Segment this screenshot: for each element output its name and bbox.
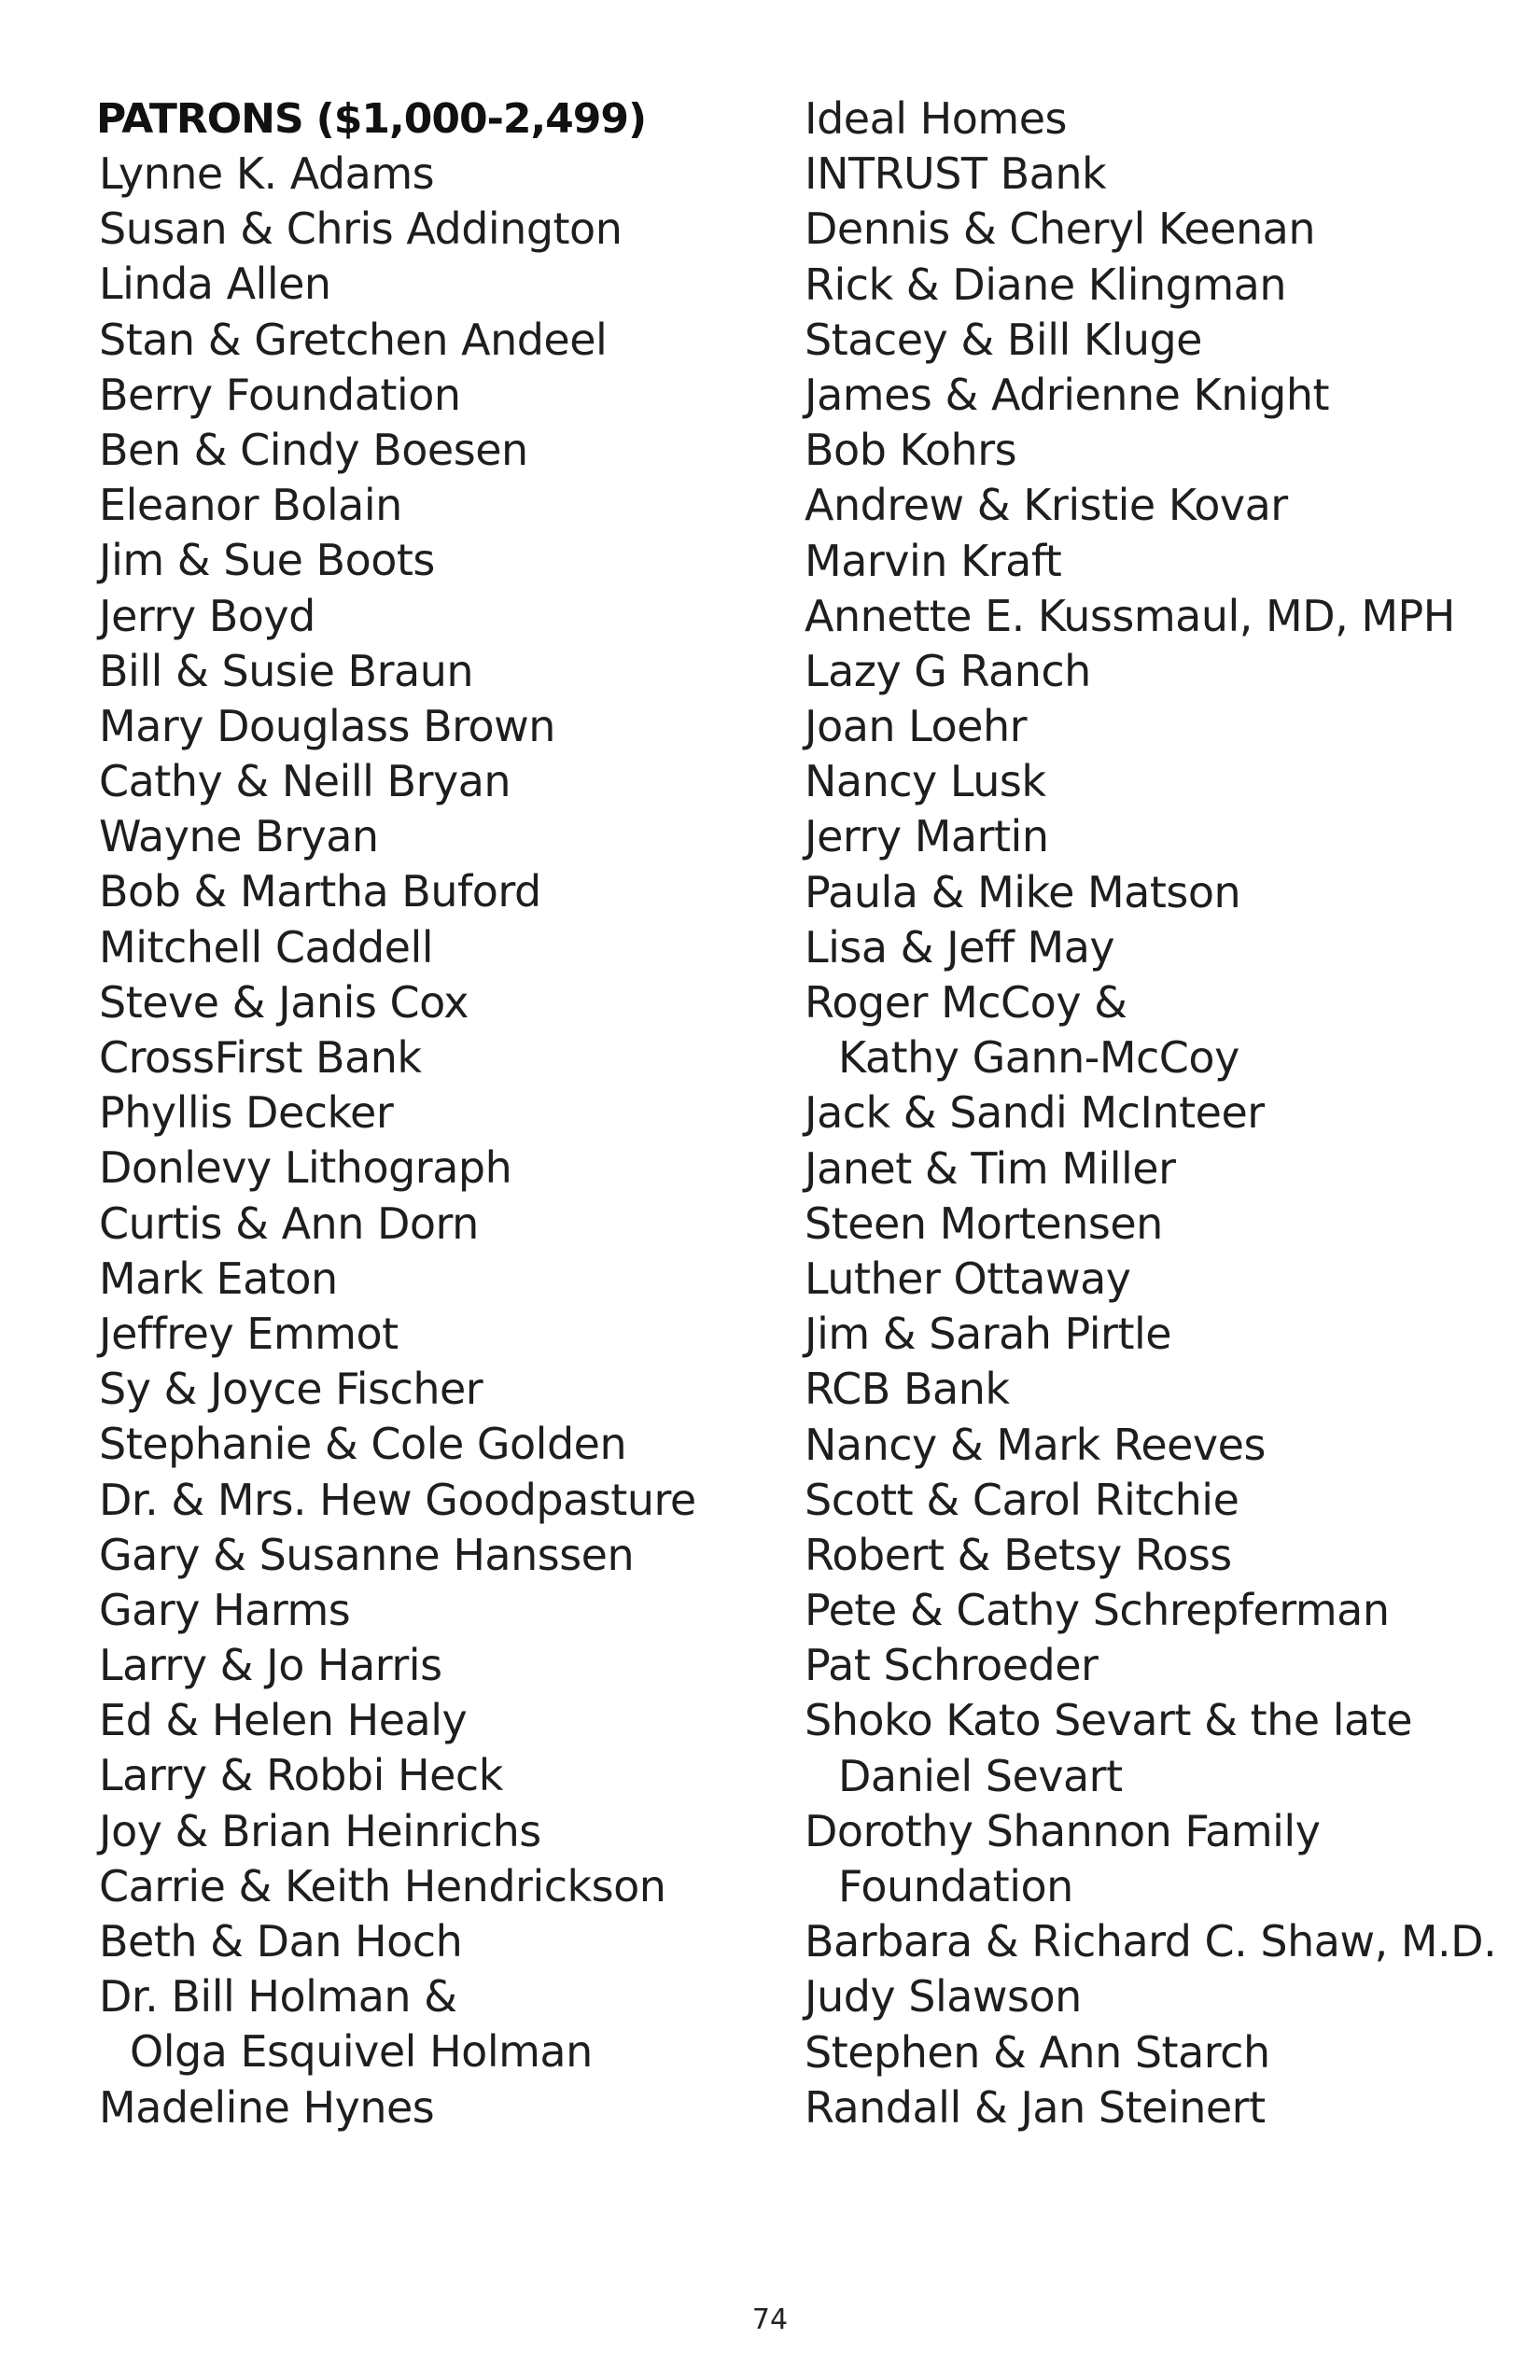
donor-entry: Marvin Kraft (805, 535, 1062, 586)
donor-entry: Robert & Betsy Ross (805, 1529, 1232, 1580)
donor-entry: Bob Kohrs (805, 425, 1017, 476)
section-range: ($1,000-2,499) (315, 95, 647, 143)
donor-entry: Pete & Cathy Schrepferman (805, 1585, 1390, 1636)
donor-entry: Stephen & Ann Starch (805, 2026, 1270, 2078)
donor-entry: INTRUST Bank (805, 148, 1107, 200)
donor-entry: Jeffrey Emmot (99, 1308, 399, 1359)
donor-entry: Scott & Carol Ritchie (805, 1474, 1239, 1525)
donor-entry: Dr. & Mrs. Hew Goodpasture (99, 1474, 696, 1525)
donor-entry: Sy & Joyce Fischer (99, 1364, 483, 1415)
donor-entry: Stacey & Bill Kluge (805, 314, 1202, 365)
donor-entry: Judy Slawson (805, 1971, 1082, 2023)
donor-entry: Lazy G Ranch (805, 645, 1091, 696)
donor-list-right (805, 91, 1514, 2135)
donor-entry: Beth & Dan Hoch (99, 1916, 463, 1967)
donor-entry: Linda Allen (99, 259, 331, 310)
donor-entry: Steve & Janis Cox (99, 976, 469, 1028)
donor-entry: Nancy & Mark Reeves (805, 1419, 1266, 1470)
donor-entry: Jack & Sandi McInteer (805, 1087, 1265, 1139)
donor-entry: Shoko Kato Sevart & the late (805, 1695, 1413, 1746)
donor-entry: Roger McCoy & (805, 977, 1127, 1028)
donor-entry: Stan & Gretchen Andeel (99, 314, 608, 365)
donor-entry: Dennis & Cheryl Keenan (805, 203, 1315, 255)
donor-entry: Jim & Sue Boots (99, 535, 435, 586)
donor-entry: Larry & Jo Harris (99, 1640, 442, 1691)
donor-entry: Luther Ottaway (805, 1253, 1131, 1304)
donor-entry: Bob & Martha Buford (99, 866, 541, 917)
donor-entry: Nancy Lusk (805, 756, 1046, 807)
donor-entry: Mitchell Caddell (99, 921, 434, 973)
donor-entry: James & Adrienne Knight (805, 369, 1330, 420)
donor-entry: Carrie & Keith Hendrickson (99, 1860, 666, 1911)
donor-entry: Gary & Susanne Hanssen (99, 1529, 635, 1580)
donor-entry: Jim & Sarah Pirtle (805, 1309, 1172, 1360)
donor-entry: Jerry Boyd (99, 590, 315, 641)
donor-entry: Ideal Homes (805, 93, 1067, 144)
donor-entry: Donlevy Lithograph (99, 1142, 512, 1194)
donor-entry: Wayne Bryan (99, 811, 379, 862)
donor-entry: Dr. Bill Holman & (99, 1971, 457, 2023)
donor-entry: CrossFirst Bank (99, 1032, 422, 1083)
donor-entry: Mark Eaton (99, 1253, 338, 1304)
donor-list-left (96, 91, 768, 2135)
donor-entry: Joan Loehr (805, 701, 1028, 752)
donor-entry: Berry Foundation (99, 369, 461, 420)
donor-entry: Curtis & Ann Dorn (99, 1197, 479, 1249)
donor-entry: Phyllis Decker (99, 1087, 394, 1139)
donor-entry: Janet & Tim Miller (805, 1142, 1176, 1194)
donor-entry: Annette E. Kussmaul, MD, MPH (805, 590, 1455, 641)
donor-entry: Steen Mortensen (805, 1197, 1163, 1249)
page-number: 74 (751, 2303, 789, 2336)
donor-entry: Bill & Susie Braun (99, 645, 474, 696)
donor-entry: Mary Douglass Brown (99, 700, 555, 751)
donor-entry: Cathy & Neill Bryan (99, 756, 511, 807)
donor-entry: Ed & Helen Healy (99, 1695, 468, 1746)
donor-entry-continued: Kathy Gann-McCoy (838, 1032, 1239, 1084)
donor-entry: Rick & Diane Klingman (805, 259, 1286, 310)
donor-entry: Joy & Brian Heinrichs (99, 1805, 541, 1856)
donor-entry: Madeline Hynes (99, 2081, 435, 2133)
donor-entry: Susan & Chris Addington (99, 203, 623, 255)
donor-entry: Dorothy Shannon Family (805, 1805, 1321, 1856)
donor-entry-continued: Olga Esquivel Holman (130, 2026, 593, 2078)
donor-entry-continued: Foundation (838, 1861, 1073, 1911)
section-title: PATRONS (96, 95, 303, 143)
donor-entry: Andrew & Kristie Kovar (805, 480, 1288, 531)
donor-entry: Jerry Martin (805, 811, 1049, 862)
donor-entry: Barbara & Richard C. Shaw, M.D. (805, 1916, 1497, 1967)
donor-entry: Gary Harms (99, 1584, 351, 1635)
donor-entry: Lisa & Jeff May (805, 921, 1115, 973)
donor-entry: Eleanor Bolain (99, 480, 402, 531)
donor-entry: Lynne K. Adams (99, 148, 435, 199)
section-heading (96, 91, 768, 147)
donor-entry: Randall & Jan Steinert (805, 2081, 1266, 2133)
donor-entry: Stephanie & Cole Golden (99, 1419, 627, 1470)
donor-entry: Pat Schroeder (805, 1640, 1099, 1691)
donor-entry: Paula & Mike Matson (805, 866, 1241, 917)
donor-entry: Ben & Cindy Boesen (99, 424, 528, 475)
donor-entry: RCB Bank (805, 1364, 1010, 1415)
donor-entry-continued: Daniel Sevart (838, 1750, 1123, 1801)
donor-entry: Larry & Robbi Heck (99, 1750, 503, 1801)
